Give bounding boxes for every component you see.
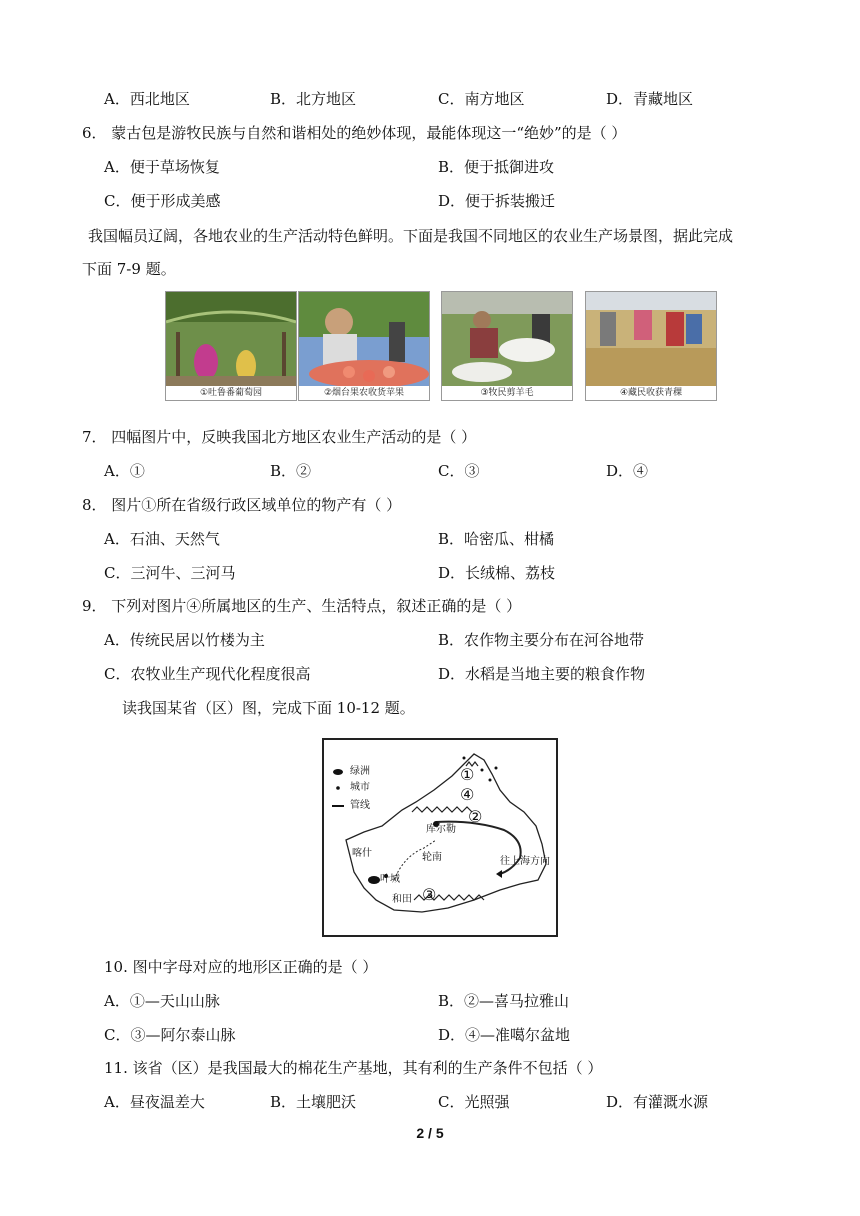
city-korla: 库尔勒 [426,824,456,835]
q8-option-a: A．石油、天然气 [104,530,220,548]
q8-stem: 8． 图片①所在省级行政区域单位的物产有（ ） [82,496,402,514]
region-1: ① [460,765,475,784]
grape-vineyard-icon [166,292,296,386]
q5-option-c: C．南方地区 [438,90,525,108]
q6-option-a: A．便于草场恢复 [104,158,220,176]
city-kashgar: 喀什 [352,848,372,859]
q9-stem: 9． 下列对图片④所属地区的生产、生活特点，叙述正确的是（ ） [82,597,522,615]
q8-option-c: C．三河牛、三河马 [104,564,236,582]
intro-10-12: 读我国某省（区）图，完成下面 10-12 题。 [122,699,415,717]
q6-option-d: D．便于拆装搬迁 [438,192,556,210]
q10-option-a: A．①—天山山脉 [104,992,220,1010]
q7-option-c: C．③ [438,462,480,480]
photo-caption: ①吐鲁番葡萄园 [166,386,296,400]
q10-stem: 10. 图中字母对应的地形区正确的是（ ） [104,958,378,976]
q11-stem: 11. 该省（区）是我国最大的棉花生产基地，其有利的生产条件不包括（ ） [104,1059,603,1077]
legend-pipeline: 管线 [350,800,370,811]
legend-oasis: 绿洲 [350,766,370,777]
q7-option-a: A．① [104,462,145,480]
province-map [322,738,558,937]
q6-option-b: B．便于抵御进攻 [438,158,555,176]
q7-stem: 7． 四幅图片中，反映我国北方地区农业生产活动的是（ ） [82,428,477,446]
page-number: 2 / 5 [416,1125,444,1141]
q9-option-c: C．农牧业生产现代化程度很高 [104,665,311,683]
q5-option-b: B．北方地区 [270,90,357,108]
q11-option-b: B．土壤肥沃 [270,1093,357,1111]
q9-option-b: B．农作物主要分布在河谷地带 [438,631,645,649]
apple-harvest-icon [299,292,429,386]
q11-option-a: A．昼夜温差大 [104,1093,205,1111]
q11-option-c: C．光照强 [438,1093,510,1111]
sheep-shearing-icon [442,292,572,386]
legend-city: 城市 [350,782,370,793]
barley-harvest-icon [586,292,716,386]
photo-sheep-shearing [441,291,573,401]
q6-stem: 6． 蒙古包是游牧民族与自然和谐相处的绝妙体现，最能体现这一“绝妙”的是（ ） [82,124,627,142]
region-4: ④ [460,785,475,804]
q5-option-a: A．西北地区 [104,90,190,108]
region-2: ② [468,807,483,826]
photo-barley-harvest [585,291,717,401]
photo-caption: ④藏民收获青稞 [586,386,716,400]
intro-7-9-line1: 我国幅员辽阔，各地农业的生产活动特色鲜明。下面是我国不同地区的农业生产场景图，据此完成 [88,227,734,245]
q10-option-b: B．②—喜马拉雅山 [438,992,570,1010]
city-lunnan: 轮南 [422,852,442,863]
q10-option-d: D．④—准噶尔盆地 [438,1026,571,1044]
q5-option-d: D．青藏地区 [606,90,694,108]
direction-shanghai: 往上海方向 [500,856,550,867]
photo-caption: ②烟台果农收货苹果 [299,386,429,400]
q10-option-c: C．③—阿尔泰山脉 [104,1026,236,1044]
q8-option-d: D．长绒棉、荔枝 [438,564,556,582]
city-yecheng: 叶城 [380,874,400,885]
photo-apple-harvest [298,291,430,401]
q9-option-d: D．水稻是当地主要的粮食作物 [438,665,646,683]
q7-option-d: D．④ [606,462,649,480]
q9-option-a: A．传统民居以竹楼为主 [104,631,265,649]
city-hotan: 和田 [392,894,412,905]
intro-7-9-line2: 下面 7-9 题。 [82,260,176,278]
region-3: ③ [422,885,437,904]
photo-grape-vineyard [165,291,297,401]
photo-caption: ③牧民剪羊毛 [442,386,572,400]
q6-option-c: C．便于形成美感 [104,192,221,210]
q8-option-b: B．哈密瓜、柑橘 [438,530,555,548]
q7-option-b: B．② [270,462,312,480]
q11-option-d: D．有灌溉水源 [606,1093,709,1111]
